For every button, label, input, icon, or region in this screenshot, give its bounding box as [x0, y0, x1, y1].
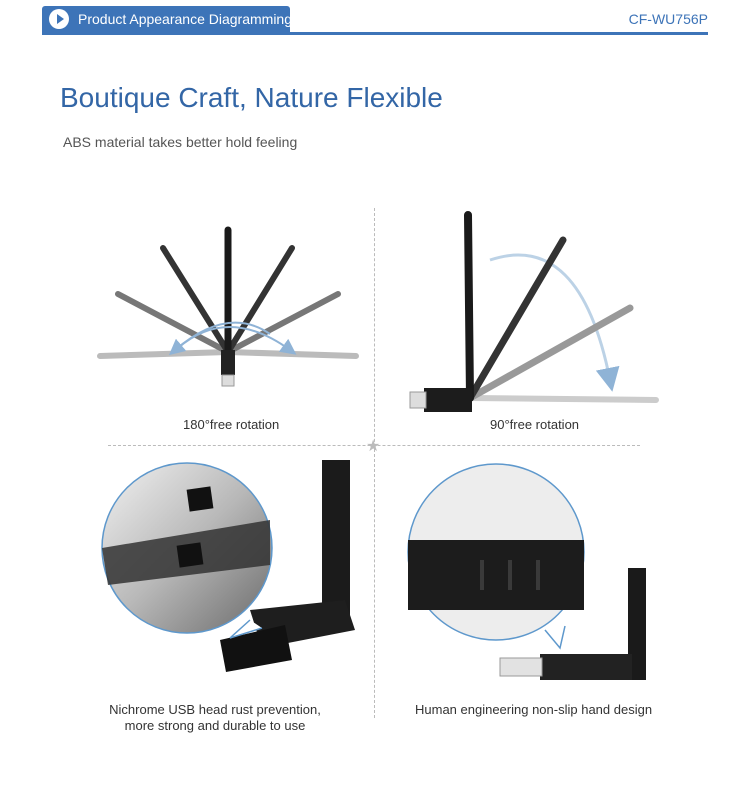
usb-head-closeup [102, 460, 355, 672]
grip-closeup [408, 464, 646, 680]
antenna-arc-90 [410, 215, 656, 412]
caption-grip: Human engineering non-slip hand design [415, 702, 653, 717]
section-title: Product Appearance Diagramming [78, 11, 293, 27]
star-icon: ★ [366, 438, 381, 455]
caption-180-rotation: 180°free rotation [183, 417, 280, 432]
caption-90-rotation: 90°free rotation [490, 417, 580, 432]
page-headline: Boutique Craft, Nature Flexible [60, 82, 443, 113]
antenna-fan-180 [100, 230, 356, 386]
caption-usb-line2: more strong and durable to use [124, 718, 306, 733]
model-number: CF-WU756P [628, 11, 708, 27]
page-subheadline: ABS material takes better hold feeling [63, 134, 298, 150]
caption-usb-line1: Nichrome USB head rust prevention, [109, 702, 321, 717]
